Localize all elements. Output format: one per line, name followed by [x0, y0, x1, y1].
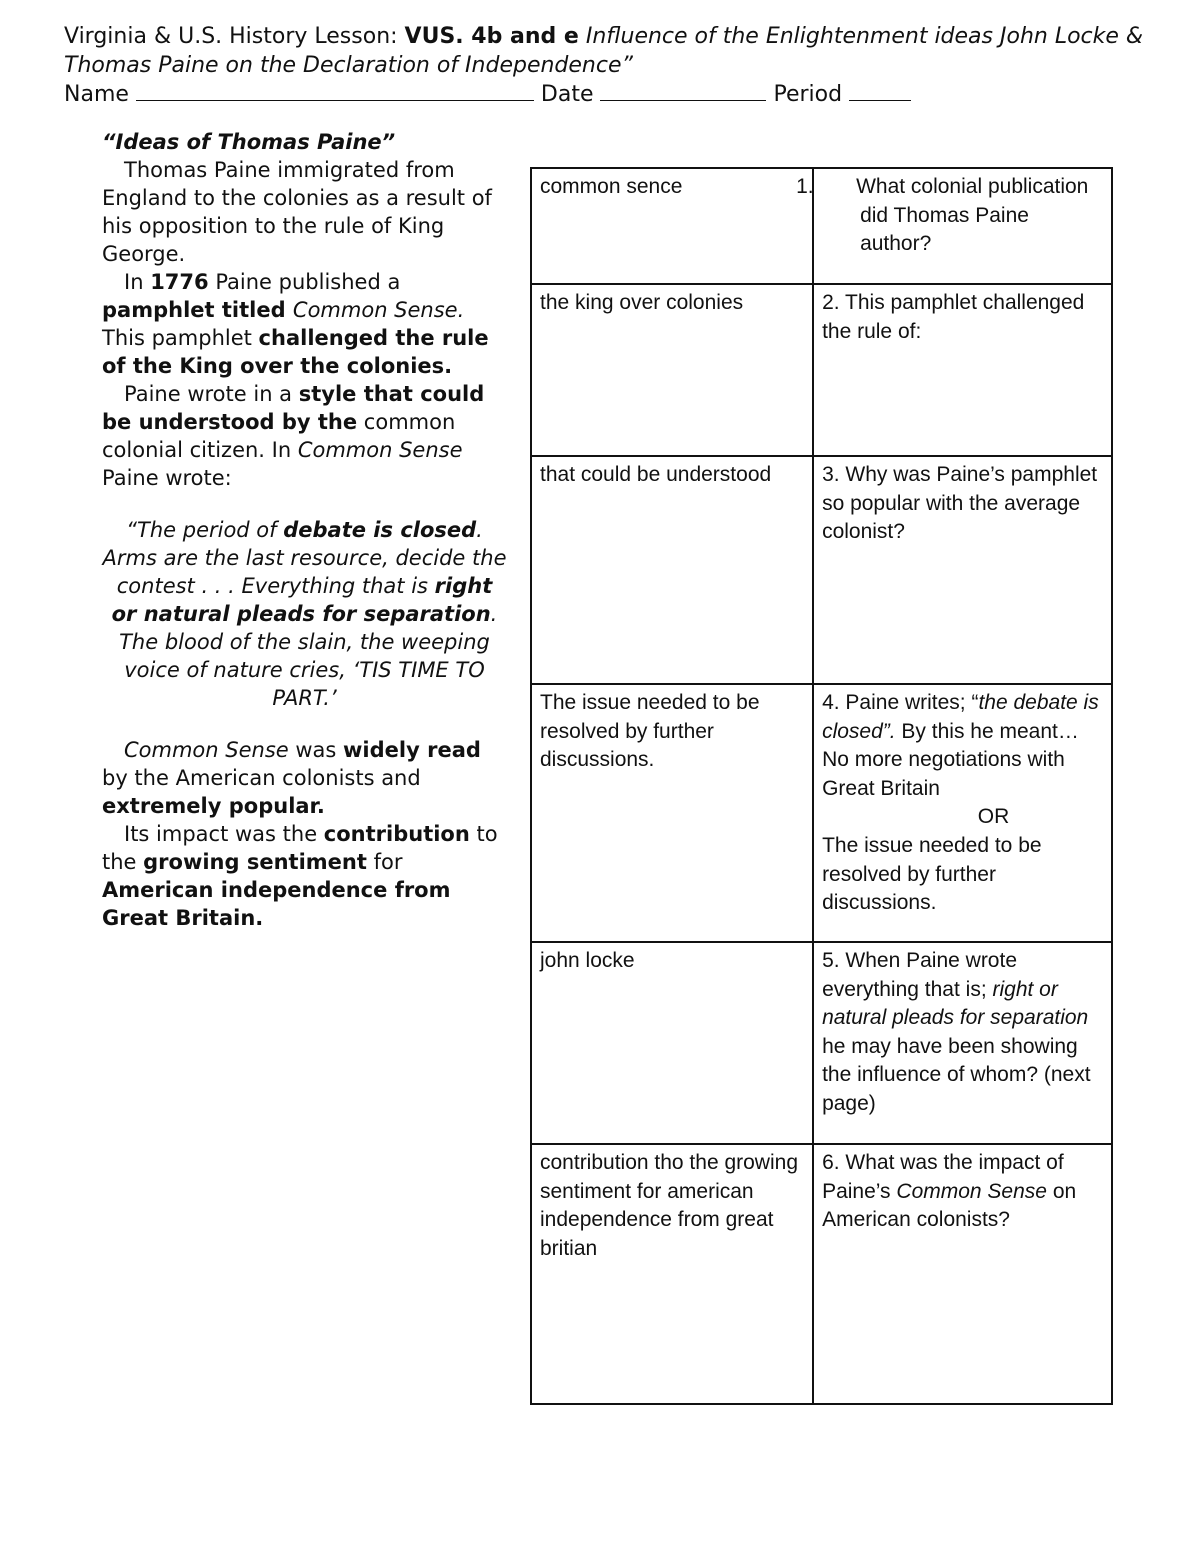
table-row	[531, 284, 1112, 456]
question-cell-6: 6. What was the impact of Paine’s Common Sense on American colonists?	[813, 1144, 1112, 1404]
header-title-line2: Thomas Paine on the Declaration of Independence”	[64, 53, 633, 78]
answer-cell-6[interactable]: contribution tho the growing sentiment for american independence from great britian	[531, 1144, 813, 1404]
reading-passage	[102, 128, 507, 932]
answer-cell-4[interactable]: The issue needed to be resolved by further discussions.	[531, 684, 813, 942]
student-info-line	[64, 80, 1144, 109]
standard-code: VUS. 4b and e	[404, 24, 579, 49]
question-cell-4: 4. Paine writes; “the debate is closed”. By this he meant… No more negotiations with Great Britain OR The issue needed to be resolved by further discussions.	[813, 684, 1112, 942]
paragraph-1: Thomas Paine immigrated from England to the colonies as a result of his opposition to the rule of King George.	[102, 158, 492, 266]
name-label: Name	[64, 82, 136, 107]
answer-cell-5[interactable]: john locke	[531, 942, 813, 1144]
course-name: Virginia & U.S. History Lesson	[64, 24, 391, 49]
paine-quote: “The period of debate is closed. Arms are the last resource, decide the contest . . . Everything that is right or natural pleads for separation. The blood of the slain, the weeping voice of nature cries, ‘TIS TIME TO PART.’	[102, 518, 507, 710]
option-1: No more negotiations with Great Britain	[822, 748, 1065, 800]
question-cell-1: 1. What colonial publication did Thomas Paine author?	[813, 168, 1112, 284]
option-2: The issue needed to be resolved by further discussions.	[822, 833, 1042, 915]
answer-cell-3[interactable]: that could be understood	[531, 456, 813, 684]
reading-title: “Ideas of Thomas Paine”	[102, 130, 396, 154]
question-cell-3: 3. Why was Paine’s pamphlet so popular with the average colonist?	[813, 456, 1112, 684]
table-row	[531, 168, 1112, 284]
table-row	[531, 456, 1112, 684]
worksheet-header	[64, 22, 1144, 109]
answer-cell-1[interactable]: common sence	[531, 168, 813, 284]
paragraph-2: In 1776 Paine published a pamphlet titled Common Sense. This pamphlet challenged the rule of the King over the colonies.	[102, 270, 489, 378]
table-row	[531, 684, 1112, 942]
question-table	[530, 167, 1113, 1405]
or-label: OR	[977, 805, 1010, 829]
period-label: Period	[766, 82, 850, 107]
question-cell-2: 2. This pamphlet challenged the rule of:	[813, 284, 1112, 456]
header-title-line1: Virginia & U.S. History Lesson: VUS. 4b and e Influence of the Enlightenment ideas John Locke &	[64, 24, 1144, 49]
table-row	[531, 1144, 1112, 1404]
paragraph-4: Common Sense was widely read by the American colonists and extremely popular.	[102, 738, 481, 818]
date-label: Date	[533, 82, 601, 107]
table-row	[531, 942, 1112, 1144]
period-field[interactable]	[849, 80, 911, 101]
paragraph-3: Paine wrote in a style that could be understood by the common colonial citizen. In Common Sense Paine wrote:	[102, 382, 485, 490]
date-field[interactable]	[600, 80, 766, 101]
question-cell-5: 5. When Paine wrote everything that is; right or natural pleads for separation he may have been showing the influence of whom? (next page)	[813, 942, 1112, 1144]
name-field[interactable]	[136, 80, 534, 101]
answer-cell-2[interactable]: the king over colonies	[531, 284, 813, 456]
paragraph-5: Its impact was the contribution to the growing sentiment for American independence from Great Britain.	[102, 822, 498, 930]
lesson-title: Influence of the Enlightenment ideas John Locke &	[578, 24, 1144, 49]
